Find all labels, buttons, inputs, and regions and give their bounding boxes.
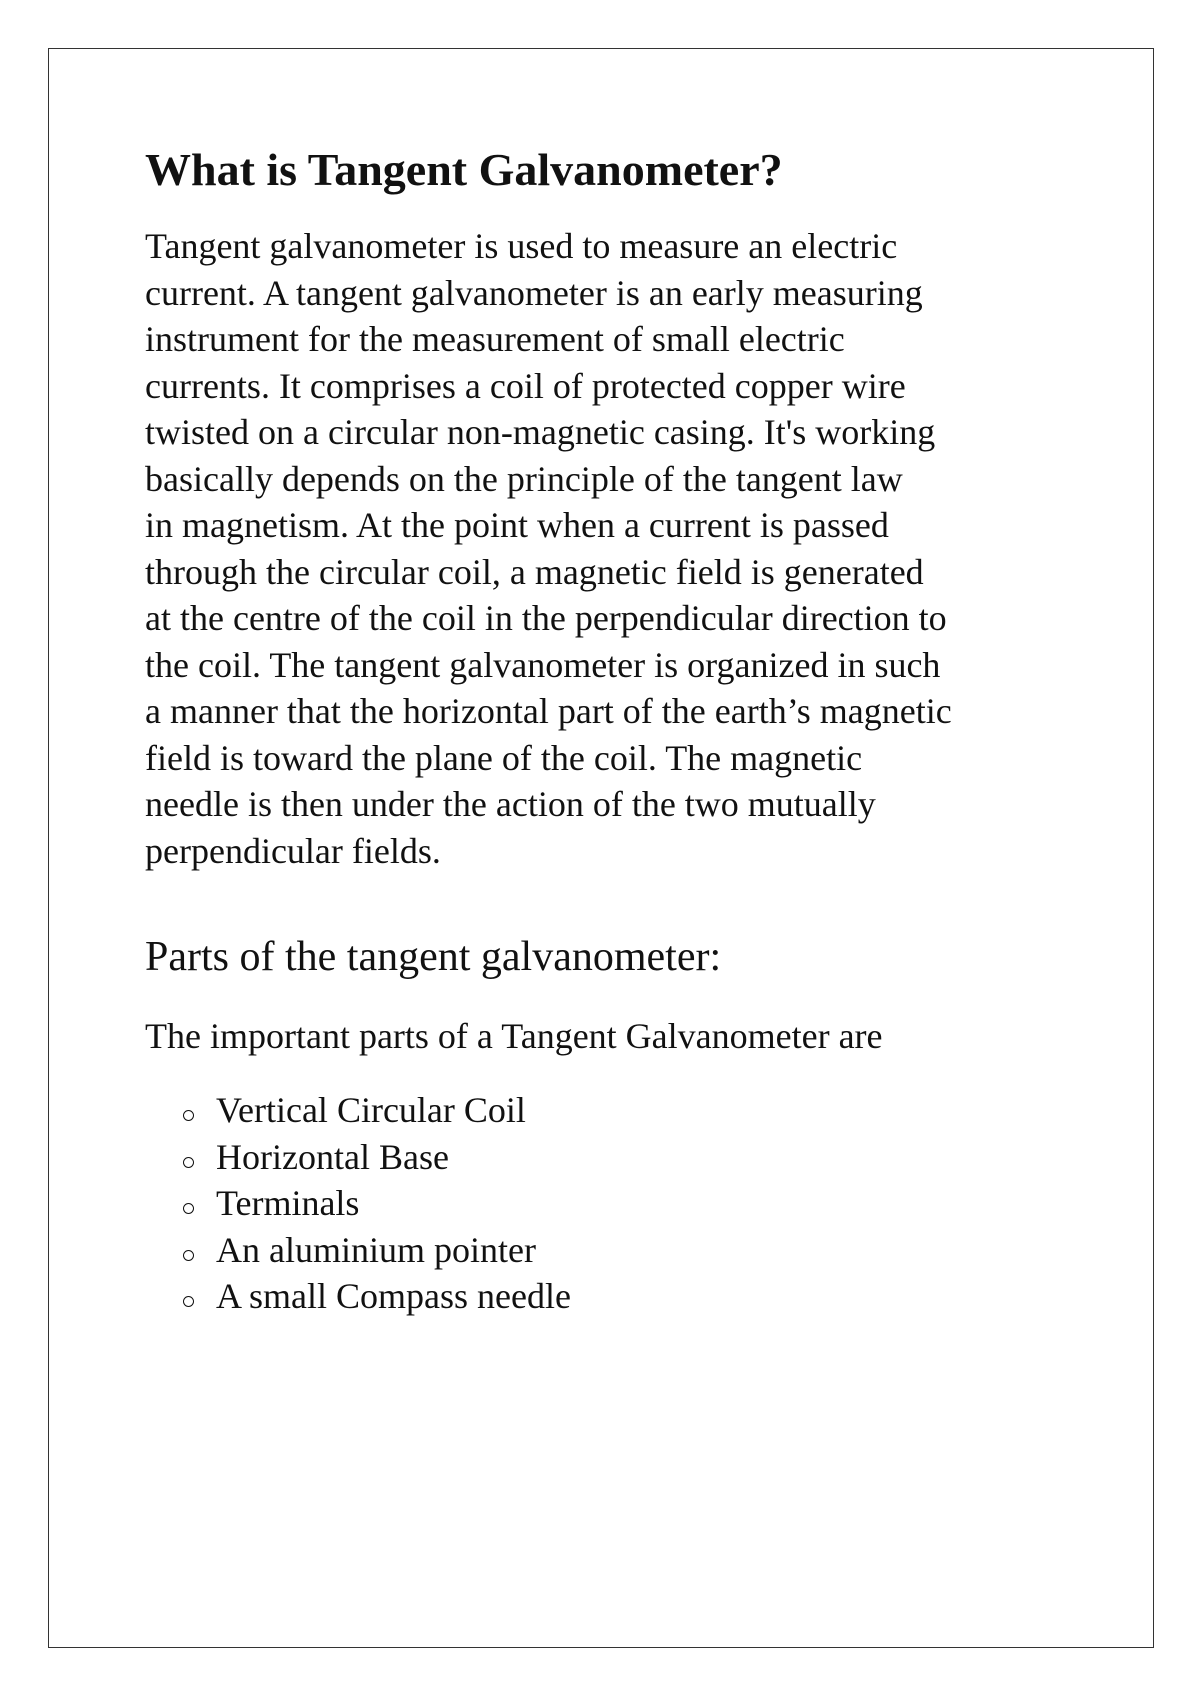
list-item: [183, 1227, 1070, 1274]
intro-paragraph: Tangent galvanometer is used to measure an electric current. A tangent galvanometer is an early measuring instrument for the measurement of small electric currents. It comprises a coil of protected copper wire twisted on a circular non-magnetic casing. It's working basically depends on the principle of the tangent law in magnetism. At the point when a current is passed through the circular coil, a magnetic field is generated at the centre of the coil in the perpendicular direction to the coil. The tangent galvanometer is organized in such a manner that the horizontal part of the earth’s magnetic field is toward the plane of the coil. The magnetic needle is then under the action of the two mutually perpendicular fields.: [145, 226, 952, 871]
hollow-circle-bullet-icon: [183, 1296, 194, 1307]
list-item: [183, 1180, 1070, 1227]
parts-heading: Parts of the tangent galvanometer:: [145, 934, 722, 981]
document-body: [145, 142, 1070, 1320]
list-item-label: An aluminium pointer: [216, 1229, 536, 1270]
hollow-circle-bullet-icon: [183, 1157, 194, 1168]
hollow-circle-bullet-icon: [183, 1250, 194, 1261]
list-item-label: Horizontal Base: [216, 1136, 449, 1177]
list-item: [183, 1273, 1070, 1320]
hollow-circle-bullet-icon: [183, 1110, 194, 1121]
list-item: [183, 1134, 1070, 1181]
list-item: [183, 1087, 1070, 1134]
list-item-label: A small Compass needle: [216, 1276, 571, 1317]
hollow-circle-bullet-icon: [183, 1203, 194, 1214]
page-title: What is Tangent Galvanometer?: [145, 144, 783, 195]
parts-list: [145, 1087, 1070, 1320]
list-item-label: Vertical Circular Coil: [216, 1090, 526, 1131]
parts-lead-text: The important parts of a Tangent Galvanometer are: [145, 1015, 883, 1056]
list-item-label: Terminals: [216, 1183, 360, 1224]
